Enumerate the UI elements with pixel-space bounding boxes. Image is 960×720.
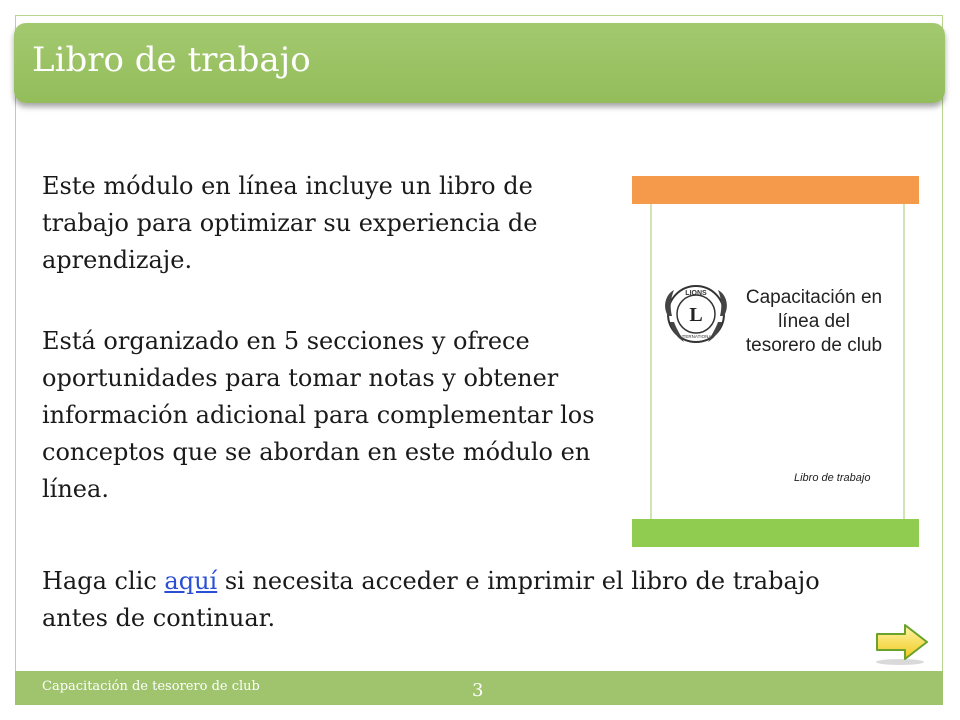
cover-top-band	[632, 176, 919, 204]
logo-bottom-text: INTERNATIONAL	[678, 334, 714, 339]
download-text-after: si necesita acceder e imprimir el libro de trabajo antes de continuar.	[42, 567, 820, 632]
sections-paragraph: Está organizado en 5 secciones y ofrece oportunidades para tomar notas y obtener información adicional para complementar los conceptos que se abordan en este módulo en línea.	[42, 327, 595, 503]
workbook-link[interactable]: aquí	[164, 567, 218, 595]
page-number: 3	[472, 680, 484, 701]
cover-right-line	[903, 204, 905, 519]
download-text-before: Haga clic	[42, 567, 165, 595]
lions-logo-icon	[658, 276, 734, 352]
cover-left-line	[650, 204, 652, 519]
workbook-cover-image	[632, 176, 919, 547]
cover-bottom-band	[632, 519, 919, 547]
download-paragraph	[42, 563, 862, 637]
logo-letter: L	[689, 304, 703, 326]
footer-text: Capacitación de tesorero de club	[42, 679, 260, 694]
logo-top-text: LIONS	[685, 290, 707, 297]
next-arrow-icon[interactable]	[874, 622, 930, 666]
intro-paragraph: Este módulo en línea incluye un libro de trabajo para optimizar su experiencia de aprendizaje.	[42, 172, 538, 274]
cover-subtitle: Libro de trabajo	[794, 472, 871, 484]
cover-title: Capacitación en línea del tesorero de club	[745, 287, 883, 356]
slide-title: Libro de trabajo	[32, 40, 311, 80]
